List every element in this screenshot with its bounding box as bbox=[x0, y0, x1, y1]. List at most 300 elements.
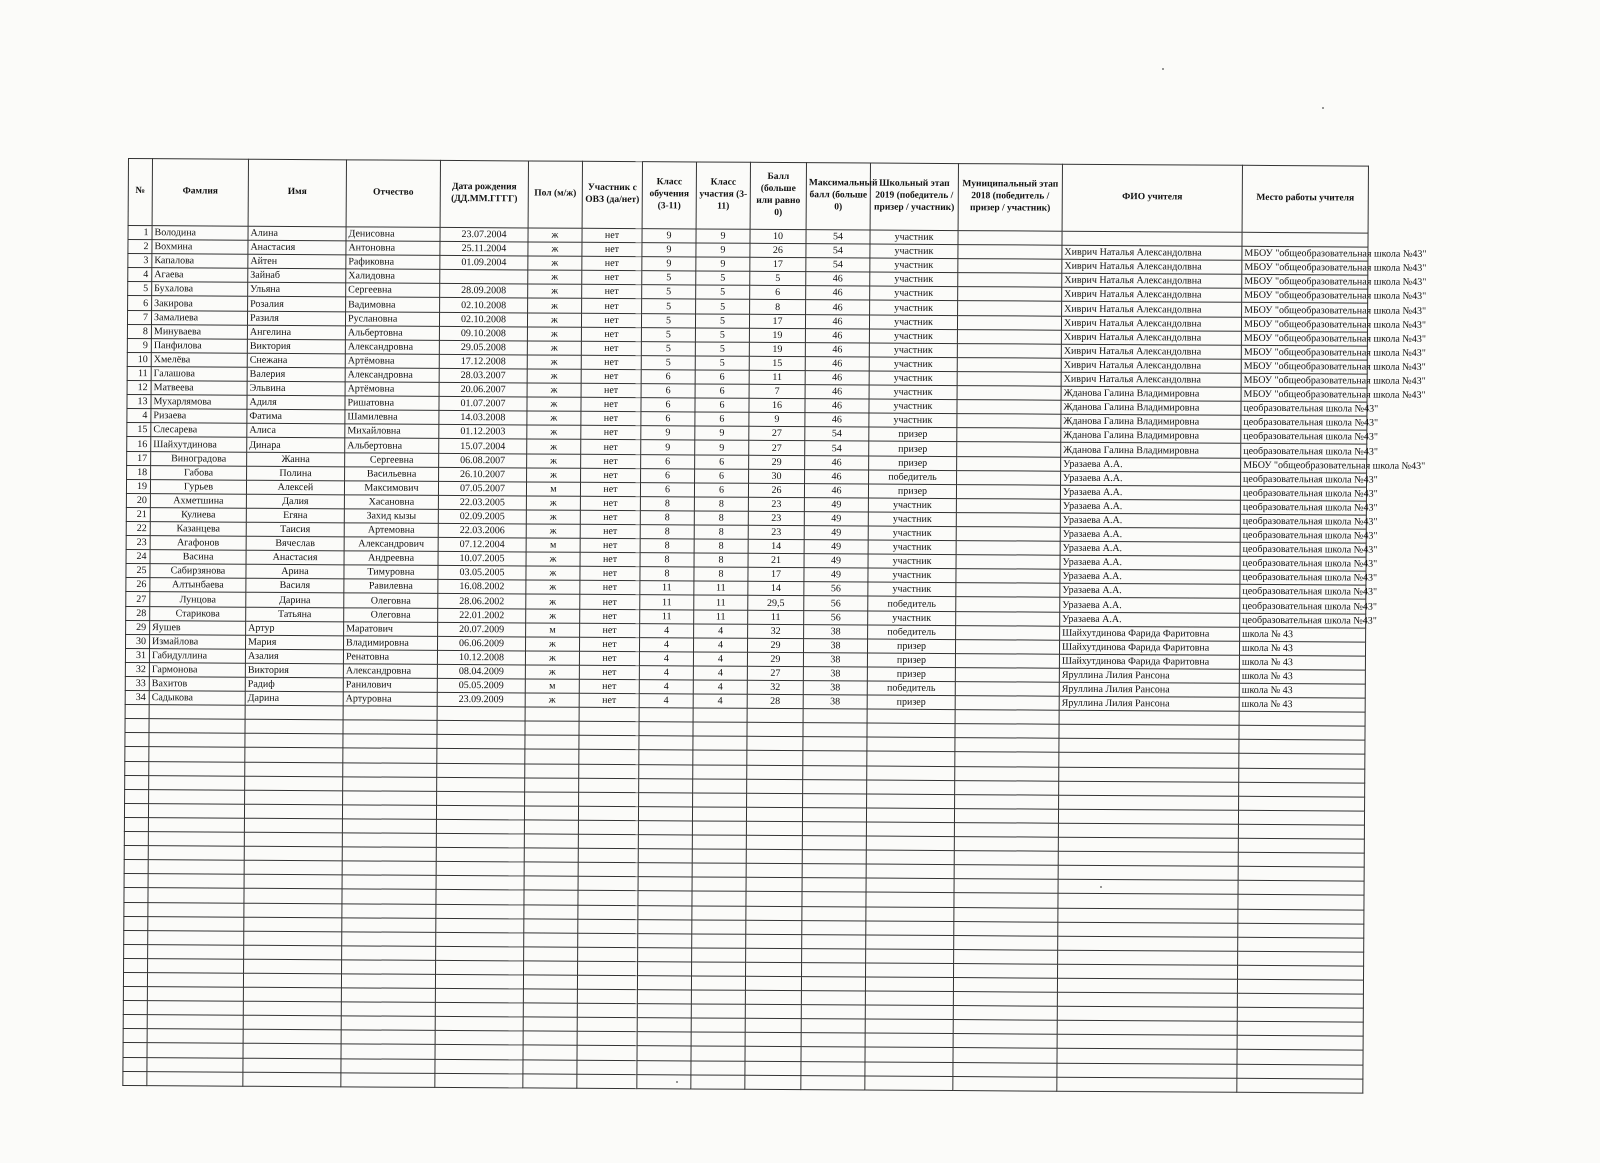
cell-name: Мария bbox=[246, 635, 344, 650]
cell-grade-participation: 5 bbox=[696, 271, 750, 285]
cell-gender: ж bbox=[528, 256, 582, 270]
empty-cell bbox=[124, 803, 148, 817]
cell-teacher-name: Хиврич Наталья Александолвна bbox=[1062, 245, 1242, 260]
cell-school-stage: участник bbox=[868, 526, 956, 541]
empty-cell bbox=[343, 720, 437, 735]
empty-cell bbox=[123, 1029, 147, 1043]
cell-grade-participation: 9 bbox=[696, 243, 750, 257]
cell-school-stage: участник bbox=[869, 371, 957, 386]
cell-number: 4 bbox=[128, 268, 152, 282]
cell-name: Виктория bbox=[247, 339, 345, 354]
empty-cell bbox=[867, 737, 955, 752]
empty-cell bbox=[436, 805, 524, 820]
cell-gender: ж bbox=[525, 651, 579, 665]
empty-cell bbox=[578, 919, 638, 933]
cell-score: 9 bbox=[749, 413, 805, 427]
cell-municipal-stage bbox=[955, 667, 1059, 682]
empty-cell bbox=[148, 846, 244, 861]
cell-teacher-workplace: цеобразовательная школа №43" bbox=[1241, 444, 1367, 459]
cell-number: 3 bbox=[128, 254, 152, 268]
cell-gender: ж bbox=[526, 566, 580, 580]
empty-cell bbox=[523, 1017, 577, 1031]
cell-teacher-name: Уразаева А.А. bbox=[1061, 471, 1241, 486]
cell-teacher-name: Яруллина Лилия Рансона bbox=[1059, 696, 1239, 711]
cell-ovz: нет bbox=[579, 679, 639, 693]
cell-number: 7 bbox=[127, 310, 151, 324]
cell-gender: м bbox=[526, 623, 580, 637]
cell-surname: Минуваева bbox=[151, 324, 247, 339]
cell-grade-study: 4 bbox=[639, 680, 693, 694]
cell-score: 28 bbox=[747, 694, 803, 708]
empty-cell bbox=[692, 920, 746, 934]
cell-grade-study: 4 bbox=[639, 694, 693, 708]
cell-municipal-stage bbox=[955, 696, 1059, 711]
empty-cell bbox=[1058, 880, 1238, 895]
empty-cell bbox=[341, 1030, 435, 1045]
cell-surname: Ризаева bbox=[151, 409, 247, 424]
empty-cell bbox=[953, 1076, 1057, 1091]
cell-school-stage: участник bbox=[870, 230, 958, 245]
empty-cell bbox=[147, 1001, 243, 1016]
header-col-gender: Пол (м/ж) bbox=[528, 161, 582, 228]
cell-municipal-stage bbox=[958, 245, 1062, 260]
empty-cell bbox=[801, 1075, 865, 1089]
empty-cell bbox=[245, 748, 343, 763]
empty-cell bbox=[801, 1033, 865, 1047]
cell-grade-study: 8 bbox=[640, 539, 694, 553]
empty-cell bbox=[244, 860, 342, 875]
cell-grade-participation: 8 bbox=[694, 511, 748, 525]
empty-cell bbox=[693, 765, 747, 779]
cell-teacher-workplace: МБОУ "общеобразовательная школа №43" bbox=[1241, 387, 1367, 402]
empty-cell bbox=[745, 1047, 801, 1061]
cell-number: 9 bbox=[127, 338, 151, 352]
cell-grade-participation: 9 bbox=[696, 257, 750, 271]
cell-patronymic: Артемовна bbox=[344, 523, 438, 538]
cell-birthdate: 28.06.2002 bbox=[438, 594, 526, 609]
cell-ovz: нет bbox=[580, 595, 640, 609]
cell-name: Далия bbox=[246, 494, 344, 509]
cell-teacher-workplace: МБОУ "общеобразовательная школа №43" bbox=[1241, 458, 1367, 473]
cell-birthdate: 17.12.2008 bbox=[439, 354, 527, 369]
cell-municipal-stage bbox=[957, 372, 1061, 387]
cell-ovz: нет bbox=[580, 538, 640, 552]
cell-teacher-workplace: школа № 43 bbox=[1240, 627, 1366, 642]
empty-cell bbox=[523, 989, 577, 1003]
empty-cell bbox=[577, 1032, 637, 1046]
empty-cell bbox=[343, 734, 437, 749]
cell-name: Анастасия bbox=[248, 240, 346, 255]
cell-teacher-name: Хиврич Наталья Александолвна bbox=[1061, 344, 1241, 359]
cell-max-score: 38 bbox=[803, 681, 867, 695]
cell-score: 11 bbox=[749, 370, 805, 384]
empty-cell bbox=[124, 817, 148, 831]
empty-cell bbox=[638, 863, 692, 877]
cell-grade-study: 5 bbox=[642, 271, 696, 285]
cell-patronymic: Ришатовна bbox=[345, 396, 439, 411]
empty-cell bbox=[1238, 852, 1364, 867]
empty-cell bbox=[954, 865, 1058, 880]
cell-teacher-workplace: цеобразовательная школа №43" bbox=[1240, 556, 1366, 571]
cell-ovz: нет bbox=[581, 454, 641, 468]
cell-gender: ж bbox=[528, 242, 582, 256]
empty-cell bbox=[747, 737, 803, 751]
cell-ovz: нет bbox=[580, 524, 640, 538]
empty-cell bbox=[691, 1046, 745, 1060]
cell-gender: ж bbox=[527, 425, 581, 439]
cell-score: 7 bbox=[749, 384, 805, 398]
cell-name: Таисия bbox=[246, 522, 344, 537]
empty-cell bbox=[692, 948, 746, 962]
empty-cell bbox=[244, 832, 342, 847]
empty-cell bbox=[578, 820, 638, 834]
cell-patronymic: Равилевна bbox=[344, 579, 438, 594]
cell-grade-participation: 11 bbox=[694, 609, 748, 623]
cell-max-score: 46 bbox=[805, 385, 869, 399]
empty-cell bbox=[124, 916, 148, 930]
cell-surname: Габова bbox=[151, 465, 247, 480]
cell-school-stage: призер bbox=[869, 427, 957, 442]
scan-speck bbox=[1100, 886, 1102, 888]
cell-max-score: 49 bbox=[804, 568, 868, 582]
empty-cell bbox=[953, 1048, 1057, 1063]
cell-grade-participation: 6 bbox=[695, 370, 749, 384]
cell-name: Жанна bbox=[247, 452, 345, 467]
empty-cell bbox=[147, 1015, 243, 1030]
empty-cell bbox=[148, 916, 244, 931]
cell-score: 27 bbox=[749, 427, 805, 441]
cell-ovz: нет bbox=[580, 552, 640, 566]
cell-ovz: нет bbox=[581, 355, 641, 369]
cell-teacher-workplace: цеобразовательная школа №43" bbox=[1241, 430, 1367, 445]
cell-surname: Матвеева bbox=[151, 381, 247, 396]
cell-max-score: 54 bbox=[805, 427, 869, 441]
header-col-ovz: Участник с ОВЗ (да/нет) bbox=[582, 161, 642, 228]
cell-school-stage: победитель bbox=[868, 625, 956, 640]
cell-max-score: 46 bbox=[805, 371, 869, 385]
cell-score: 17 bbox=[748, 568, 804, 582]
cell-gender: ж bbox=[526, 552, 580, 566]
cell-gender: ж bbox=[528, 270, 582, 284]
cell-teacher-workplace: школа № 43 bbox=[1239, 683, 1365, 698]
empty-cell bbox=[691, 990, 745, 1004]
empty-cell bbox=[691, 1032, 745, 1046]
empty-cell bbox=[692, 835, 746, 849]
cell-ovz: нет bbox=[580, 623, 640, 637]
empty-cell bbox=[1058, 894, 1238, 909]
cell-score: 26 bbox=[750, 243, 806, 257]
cell-ovz: нет bbox=[582, 228, 642, 242]
cell-school-stage: участник bbox=[870, 301, 958, 316]
cell-municipal-stage bbox=[955, 639, 1059, 654]
empty-cell bbox=[577, 1046, 637, 1060]
cell-ovz: нет bbox=[581, 426, 641, 440]
cell-ovz: нет bbox=[581, 397, 641, 411]
empty-cell bbox=[866, 864, 954, 879]
cell-birthdate: 23.09.2009 bbox=[437, 692, 525, 707]
cell-name: Артур bbox=[246, 621, 344, 636]
empty-cell bbox=[523, 1031, 577, 1045]
cell-name: Дарина bbox=[245, 691, 343, 706]
empty-cell bbox=[1237, 1050, 1363, 1065]
empty-cell bbox=[341, 1072, 435, 1087]
cell-ovz: нет bbox=[580, 496, 640, 510]
cell-grade-participation: 8 bbox=[694, 525, 748, 539]
empty-cell bbox=[802, 934, 866, 948]
cell-grade-study: 8 bbox=[640, 525, 694, 539]
empty-cell bbox=[437, 721, 525, 736]
cell-number: 22 bbox=[126, 521, 150, 535]
cell-patronymic: Шамилевна bbox=[345, 410, 439, 425]
cell-ovz: нет bbox=[579, 637, 639, 651]
cell-birthdate: 03.05.2005 bbox=[438, 566, 526, 581]
cell-name: Виктория bbox=[245, 663, 343, 678]
cell-grade-study: 9 bbox=[641, 426, 695, 440]
empty-cell bbox=[867, 794, 955, 809]
empty-cell bbox=[244, 804, 342, 819]
empty-cell bbox=[124, 930, 148, 944]
empty-cell bbox=[342, 889, 436, 904]
empty-cell bbox=[435, 988, 523, 1003]
cell-ovz: нет bbox=[581, 440, 641, 454]
empty-cell bbox=[692, 821, 746, 835]
cell-surname: Виноградова bbox=[151, 451, 247, 466]
cell-teacher-workplace: МБОУ "общеобразовательная школа №43" bbox=[1242, 260, 1368, 275]
empty-cell bbox=[148, 874, 244, 889]
cell-max-score: 56 bbox=[804, 610, 868, 624]
cell-school-stage: участник bbox=[869, 413, 957, 428]
header-col-grade-study: Класс обучения (3-11) bbox=[642, 162, 696, 229]
cell-surname: Габидуллина bbox=[149, 648, 245, 663]
empty-cell bbox=[523, 975, 577, 989]
cell-grade-study: 6 bbox=[641, 412, 695, 426]
cell-number: 12 bbox=[127, 381, 151, 395]
cell-grade-study: 4 bbox=[640, 623, 694, 637]
cell-teacher-name: Уразаева А.А. bbox=[1060, 485, 1240, 500]
cell-patronymic: Маратович bbox=[344, 621, 438, 636]
cell-teacher-workplace: МБОУ "общеобразовательная школа №43" bbox=[1242, 275, 1368, 290]
empty-cell bbox=[746, 821, 802, 835]
empty-cell bbox=[692, 849, 746, 863]
empty-cell bbox=[1057, 978, 1237, 993]
empty-cell bbox=[1058, 922, 1238, 937]
empty-cell bbox=[639, 722, 693, 736]
empty-cell bbox=[435, 1059, 523, 1074]
empty-cell bbox=[578, 862, 638, 876]
cell-score: 8 bbox=[750, 300, 806, 314]
cell-grade-study: 9 bbox=[642, 229, 696, 243]
cell-score: 23 bbox=[748, 525, 804, 539]
cell-school-stage: призер bbox=[869, 456, 957, 471]
cell-number: 15 bbox=[127, 423, 151, 437]
cell-grade-study: 6 bbox=[641, 454, 695, 468]
scan-speck bbox=[1162, 68, 1164, 70]
empty-cell bbox=[123, 987, 147, 1001]
empty-cell bbox=[579, 750, 639, 764]
empty-cell bbox=[1238, 951, 1364, 966]
cell-municipal-stage bbox=[956, 569, 1060, 584]
cell-max-score: 56 bbox=[804, 596, 868, 610]
empty-cell bbox=[693, 750, 747, 764]
cell-gender: ж bbox=[528, 284, 582, 298]
cell-name: Алексей bbox=[246, 480, 344, 495]
cell-teacher-name: Уразаева А.А. bbox=[1060, 569, 1240, 584]
empty-cell bbox=[244, 931, 342, 946]
cell-grade-participation: 9 bbox=[696, 229, 750, 243]
empty-cell bbox=[245, 762, 343, 777]
empty-cell bbox=[149, 789, 245, 804]
empty-cell bbox=[637, 976, 691, 990]
cell-birthdate: 10.12.2008 bbox=[437, 650, 525, 665]
cell-max-score: 54 bbox=[806, 230, 870, 244]
empty-cell bbox=[123, 1043, 147, 1057]
cell-surname: Хмелёва bbox=[151, 352, 247, 367]
cell-teacher-workplace: цеобразовательная школа №43" bbox=[1241, 472, 1367, 487]
empty-cell bbox=[955, 710, 1059, 725]
header-col-teacher-workplace: Место работы учителя bbox=[1242, 165, 1368, 233]
cell-gender: ж bbox=[528, 228, 582, 242]
empty-cell bbox=[1059, 795, 1239, 810]
empty-cell bbox=[435, 1017, 523, 1032]
empty-cell bbox=[865, 1019, 953, 1034]
empty-cell bbox=[148, 959, 244, 974]
empty-cell bbox=[955, 766, 1059, 781]
cell-surname: Агафонов bbox=[150, 536, 246, 551]
cell-teacher-name: Жданова Галина Владимировна bbox=[1061, 414, 1241, 429]
empty-cell bbox=[954, 808, 1058, 823]
empty-cell bbox=[524, 919, 578, 933]
empty-cell bbox=[637, 1032, 691, 1046]
empty-cell bbox=[801, 1005, 865, 1019]
empty-cell bbox=[693, 736, 747, 750]
cell-number: 28 bbox=[126, 606, 150, 620]
cell-teacher-workplace: МБОУ "общеобразовательная школа №43" bbox=[1241, 317, 1367, 332]
empty-cell bbox=[579, 778, 639, 792]
cell-teacher-name: Уразаева А.А. bbox=[1060, 584, 1240, 599]
olympiad-results-sheet bbox=[122, 158, 1427, 1093]
empty-cell bbox=[866, 963, 954, 978]
cell-number: 11 bbox=[127, 366, 151, 380]
cell-grade-participation: 6 bbox=[695, 469, 749, 483]
empty-cell bbox=[1059, 781, 1239, 796]
empty-cell bbox=[578, 933, 638, 947]
empty-cell bbox=[953, 1034, 1057, 1049]
cell-gender: м bbox=[526, 482, 580, 496]
cell-max-score: 49 bbox=[804, 526, 868, 540]
cell-gender: ж bbox=[525, 637, 579, 651]
empty-cell bbox=[343, 791, 437, 806]
empty-cell bbox=[1238, 810, 1364, 825]
cell-name: Адиля bbox=[247, 395, 345, 410]
empty-cell bbox=[243, 1072, 341, 1087]
empty-cell bbox=[955, 780, 1059, 795]
empty-cell bbox=[1237, 1064, 1363, 1079]
empty-cell bbox=[691, 1018, 745, 1032]
empty-cell bbox=[342, 960, 436, 975]
cell-grade-study: 6 bbox=[641, 468, 695, 482]
cell-school-stage: победитель bbox=[869, 470, 957, 485]
cell-teacher-workplace: МБОУ "общеобразовательная школа №43" bbox=[1242, 246, 1368, 261]
empty-cell bbox=[1239, 796, 1365, 811]
empty-cell bbox=[577, 989, 637, 1003]
empty-cell bbox=[692, 877, 746, 891]
cell-grade-participation: 8 bbox=[694, 553, 748, 567]
empty-cell bbox=[691, 1075, 745, 1089]
cell-grade-study: 6 bbox=[641, 370, 695, 384]
empty-cell bbox=[125, 719, 149, 733]
cell-grade-study: 5 bbox=[642, 285, 696, 299]
empty-cell bbox=[747, 751, 803, 765]
empty-cell bbox=[692, 962, 746, 976]
cell-birthdate: 14.03.2008 bbox=[439, 411, 527, 426]
cell-school-stage: победитель bbox=[868, 596, 956, 611]
empty-cell bbox=[638, 877, 692, 891]
empty-cell bbox=[342, 833, 436, 848]
cell-patronymic: Альбертовна bbox=[345, 438, 439, 453]
cell-gender: ж bbox=[526, 580, 580, 594]
empty-cell bbox=[578, 806, 638, 820]
cell-max-score: 46 bbox=[805, 399, 869, 413]
empty-cell bbox=[149, 719, 245, 734]
empty-cell bbox=[343, 706, 437, 721]
empty-cell bbox=[955, 724, 1059, 739]
cell-school-stage: участник bbox=[868, 611, 956, 626]
empty-cell bbox=[525, 749, 579, 763]
empty-cell bbox=[1238, 881, 1364, 896]
empty-cell bbox=[692, 934, 746, 948]
empty-cell bbox=[1238, 965, 1364, 980]
cell-grade-study: 9 bbox=[642, 243, 696, 257]
empty-cell bbox=[1237, 1036, 1363, 1051]
cell-surname: Ахметшина bbox=[150, 493, 246, 508]
empty-cell bbox=[147, 1071, 243, 1086]
empty-cell bbox=[579, 764, 639, 778]
empty-cell bbox=[1237, 1022, 1363, 1037]
empty-cell bbox=[148, 902, 244, 917]
cell-patronymic: Олеговна bbox=[344, 593, 438, 608]
cell-grade-participation: 5 bbox=[695, 328, 749, 342]
empty-cell bbox=[747, 793, 803, 807]
cell-grade-participation: 4 bbox=[693, 666, 747, 680]
header-col-patronymic: Отчество bbox=[346, 160, 440, 228]
cell-name: Зайнаб bbox=[248, 269, 346, 284]
empty-cell bbox=[745, 990, 801, 1004]
cell-max-score: 49 bbox=[804, 512, 868, 526]
cell-gender: ж bbox=[525, 665, 579, 679]
cell-grade-study: 8 bbox=[640, 567, 694, 581]
cell-school-stage: участник bbox=[869, 315, 957, 330]
cell-school-stage: призер bbox=[867, 653, 955, 668]
cell-surname: Бухалова bbox=[152, 282, 248, 297]
empty-cell bbox=[865, 1062, 953, 1077]
empty-cell bbox=[243, 987, 341, 1002]
empty-cell bbox=[341, 1002, 435, 1017]
cell-name: Ангелина bbox=[247, 325, 345, 340]
empty-cell bbox=[436, 932, 524, 947]
cell-score: 14 bbox=[748, 582, 804, 596]
empty-cell bbox=[524, 947, 578, 961]
empty-cell bbox=[123, 1057, 147, 1071]
empty-cell bbox=[243, 1015, 341, 1030]
empty-cell bbox=[245, 776, 343, 791]
cell-ovz: нет bbox=[581, 383, 641, 397]
empty-cell bbox=[745, 1033, 801, 1047]
empty-cell bbox=[524, 904, 578, 918]
empty-cell bbox=[747, 708, 803, 722]
cell-max-score: 46 bbox=[806, 272, 870, 286]
empty-cell bbox=[243, 1001, 341, 1016]
empty-cell bbox=[802, 822, 866, 836]
